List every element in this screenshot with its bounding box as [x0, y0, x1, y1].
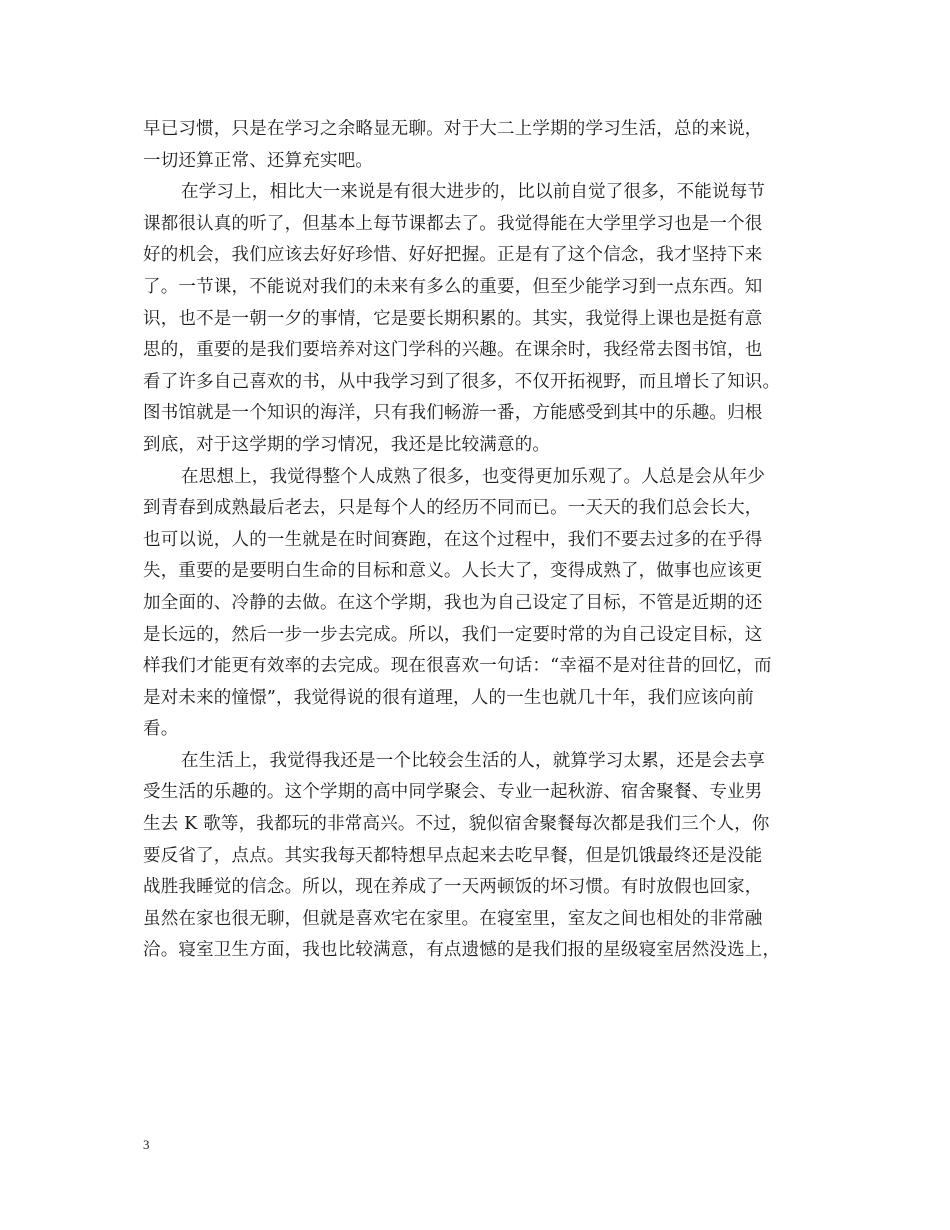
- text-line: 加全面的、冷静的去做。在这个学期，我也为自己设定了目标，不管是近期的还: [143, 592, 763, 613]
- text-line: 课都很认真的听了，但基本上每节课都去了。我觉得能在大学里学习也是一个很: [143, 213, 763, 234]
- text-line: 战胜我睡觉的信念。所以，现在养成了一天两顿饭的坏习惯。有时放假也回家，: [143, 877, 763, 898]
- text-line: 到底，对于这学期的学习情况，我还是比较满意的。: [143, 434, 551, 455]
- page-number: 3: [143, 1137, 150, 1152]
- text-line: 一切还算正常、还算充实吧。: [143, 150, 374, 171]
- body-text: [143, 114, 823, 967]
- text-line: 好的机会，我们应该去好好珍惜、好好把握。正是有了这个信念，我才坚持下来: [143, 245, 763, 266]
- text-line: 样我们才能更有效率的去完成。现在很喜欢一句话：“幸福不是对往昔的回忆，而: [143, 656, 772, 677]
- text-line: 看。: [143, 719, 179, 740]
- text-line: 失，重要的是要明白生命的目标和意义。人长大了，变得成熟了，做事也应该更: [143, 561, 763, 582]
- text-line: 是对未来的憧憬”，我觉得说的很有道理，人的一生也就几十年，我们应该向前: [143, 687, 754, 708]
- text-line: 要反省了，点点。其实我每天都特想早点起来去吃早餐，但是饥饿最终还是没能: [143, 845, 763, 866]
- text-line: 到青春到成熟最后老去，只是每个人的经历不同而已。一天天的我们总会长大，: [143, 498, 763, 519]
- text-line: 图书馆就是一个知识的海洋，只有我们畅游一番，方能感受到其中的乐趣。归根: [143, 403, 763, 424]
- text-line: 在思想上，我觉得整个人成熟了很多，也变得更加乐观了。人总是会从年少: [181, 466, 766, 487]
- text-line: 看了许多自己喜欢的书，从中我学习到了很多，不仅开拓视野，而且增长了知识。: [143, 371, 781, 392]
- text-line: 是长远的，然后一步一步去完成。所以，我们一定要时常的为自己设定目标，这: [143, 624, 763, 645]
- text-line: 也可以说，人的一生就是在时间赛跑，在这个过程中，我们不要去过多的在乎得: [143, 529, 763, 550]
- text-line: 受生活的乐趣的。这个学期的高中同学聚会、专业一起秋游、宿舍聚餐、专业男: [143, 782, 763, 803]
- text-line: 在生活上，我觉得我还是一个比较会生活的人，就算学习太累，还是会去享: [181, 750, 766, 771]
- text-line: 了。一节课，不能说对我们的未来有多么的重要，但至少能学习到一点东西。知: [143, 276, 763, 297]
- text-line: 早已习惯，只是在学习之余略显无聊。对于大二上学期的学习生活，总的来说，: [143, 119, 763, 139]
- text-line: 思的，重要的是我们要培养对这门学科的兴趣。在课余时，我经常去图书馆，也: [143, 340, 763, 361]
- text-line: 虽然在家也很无聊，但就是喜欢宅在家里。在寝室里，室友之间也相处的非常融: [143, 908, 763, 929]
- text-line: 在学习上，相比大一来说是有很大进步的，比以前自觉了很多，不能说每节: [181, 182, 766, 203]
- text-line: 识，也不是一朝一夕的事情，它是要长期积累的。其实，我觉得上课也是挺有意: [143, 308, 763, 329]
- text-line: 生去 K 歌等，我都玩的非常高兴。不过，貌似宿舍聚餐每次都是我们三个人，你: [143, 814, 770, 835]
- text-line: 洽。寝室卫生方面，我也比较满意，有点遗憾的是我们报的星级寝室居然没选上，: [143, 940, 781, 961]
